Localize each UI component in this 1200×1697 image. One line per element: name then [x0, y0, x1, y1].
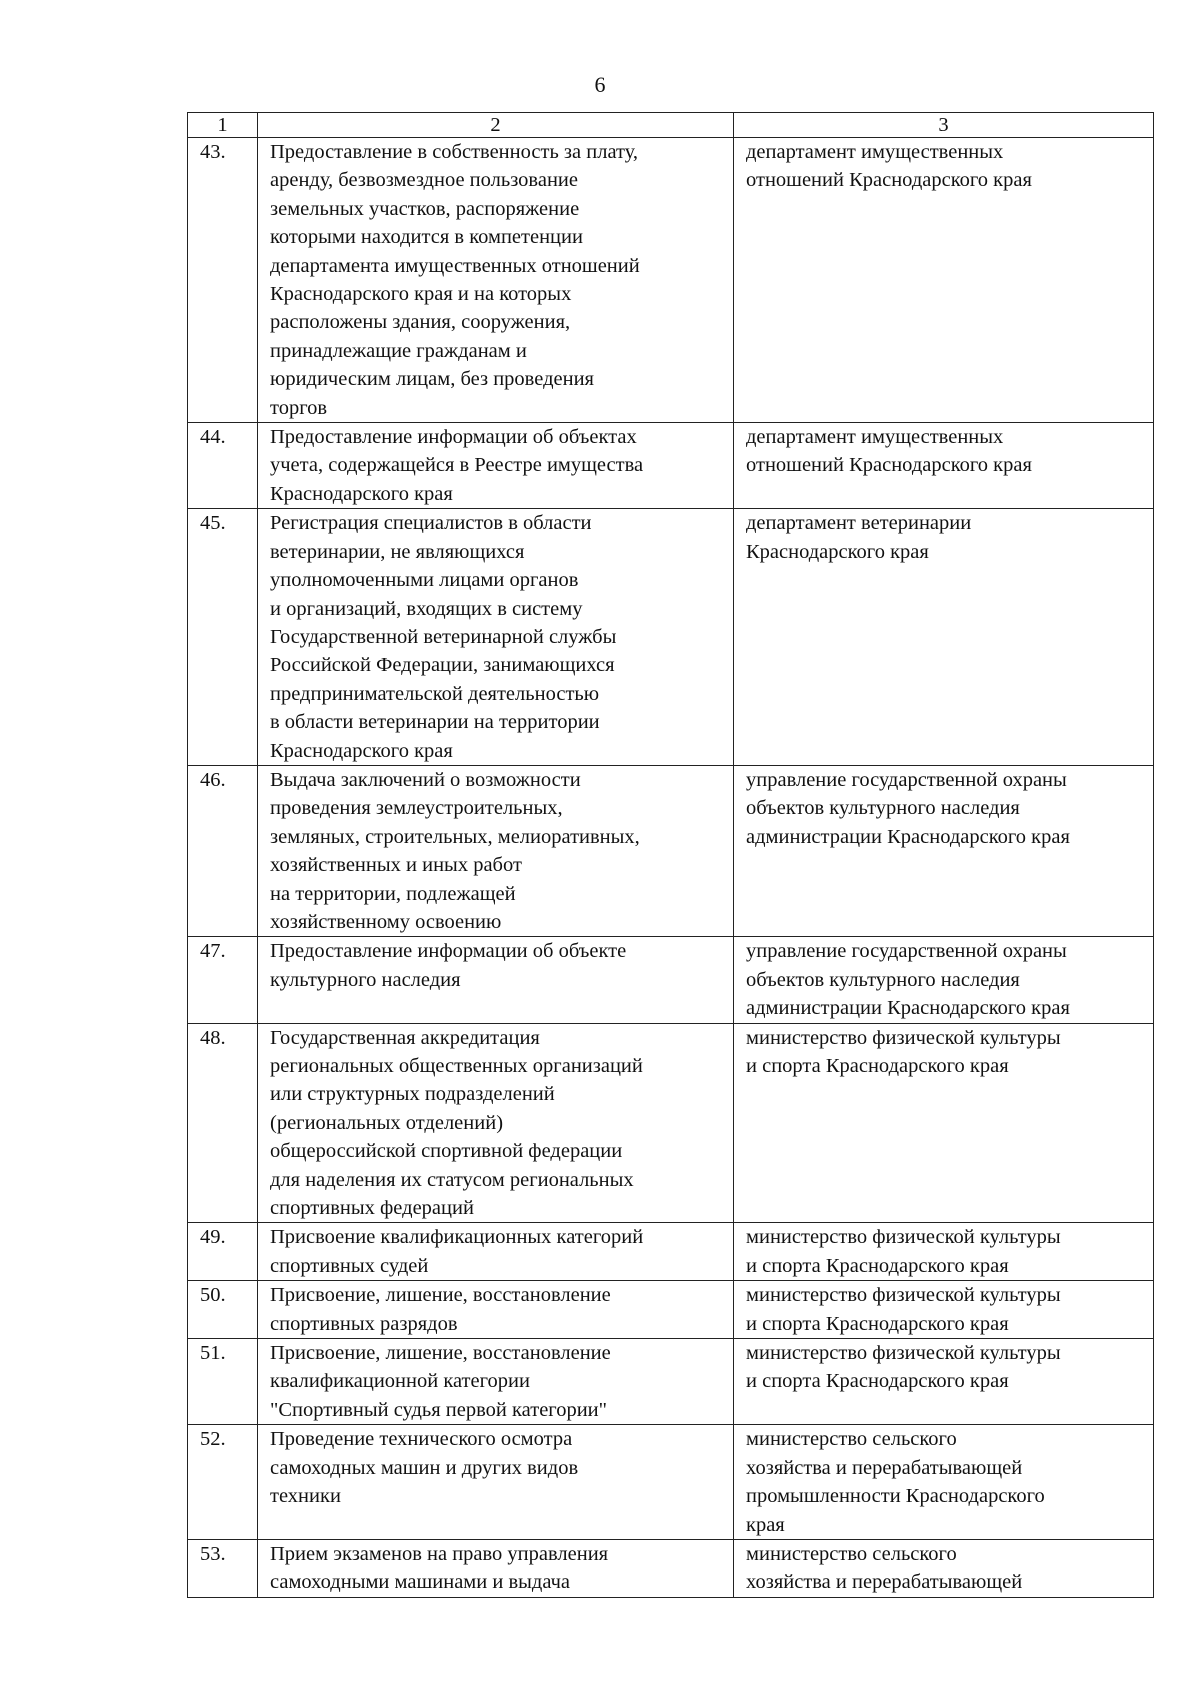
row-number: 43. — [188, 138, 258, 423]
responsible-authority — [734, 509, 1154, 766]
service-text: Присвоение, лишение, восстановление спортивных разрядов — [270, 1284, 611, 1335]
column-header-authority: 3 — [734, 113, 1154, 138]
service-text: Присвоение, лишение, восстановление квалификационной категории "Спортивный судья первой категории" — [270, 1342, 611, 1421]
service-name — [258, 1281, 734, 1339]
service-text: Присвоение квалификационных категорий спортивных судей — [270, 1226, 644, 1277]
service-text: Предоставление информации об объектах учета, содержащейся в Реестре имущества Краснодарского края — [270, 426, 644, 505]
authority-text: министерство физической культуры и спорта Краснодарского края — [746, 1026, 1061, 1077]
authority-text: министерство сельского хозяйства и перерабатывающей промышленности Краснодарского края — [746, 1428, 1045, 1536]
table-row — [188, 509, 1154, 766]
service-text: Проведение технического осмотра самоходных машин и других видов техники — [270, 1428, 579, 1508]
authority-text: департамент имущественных отношений Краснодарского края — [746, 426, 1032, 477]
responsible-authority — [734, 423, 1154, 509]
authority-text: управление государственной охраны объектов культурного наследия администрации Краснодарского края — [746, 940, 1070, 1020]
column-header-service: 2 — [258, 113, 734, 138]
column-header-number: 1 — [188, 113, 258, 138]
responsible-authority — [734, 1223, 1154, 1281]
service-text: Предоставление информации об объекте культурного наследия — [270, 940, 627, 991]
row-number: 49. — [188, 1223, 258, 1281]
service-name — [258, 1023, 734, 1223]
responsible-authority — [734, 1339, 1154, 1425]
row-number: 46. — [188, 765, 258, 936]
table-row — [188, 423, 1154, 509]
authority-text: министерство сельского хозяйства и перерабатывающей — [746, 1542, 1023, 1594]
row-number: 47. — [188, 937, 258, 1023]
service-name — [258, 1425, 734, 1540]
authority-text: министерство физической культуры и спорта Краснодарского края — [746, 1284, 1061, 1335]
authority-text: департамент ветеринарии Краснодарского края — [746, 512, 972, 563]
page-number: 6 — [594, 72, 606, 97]
service-name — [258, 1539, 734, 1597]
authority-text: министерство физической культуры и спорта Краснодарского края — [746, 1342, 1061, 1393]
service-text: Предоставление в собственность за плату, аренду, безвозмездное пользование земельных участков, распоряжение которыми находится в компетенции департамента имущественных отношений Краснодарского края и на которых расположены здания, сооружения, принадлежащие гражданам и юридическим лицам, без проведения торгов — [270, 141, 640, 419]
row-number: 44. — [188, 423, 258, 509]
authority-text: министерство физической культуры и спорта Краснодарского края — [746, 1226, 1061, 1277]
service-text: Выдача заключений о возможности проведения землеустроительных, земляных, строительных, мелиоративных, хозяйственных и иных работ на территории, подлежащей хозяйственному освоению — [270, 768, 640, 933]
responsible-authority — [734, 1425, 1154, 1540]
responsible-authority — [734, 765, 1154, 936]
row-number: 48. — [188, 1023, 258, 1223]
authority-text: департамент имущественных отношений Краснодарского края — [746, 141, 1032, 192]
services-table — [187, 112, 1154, 1598]
table-row — [188, 1281, 1154, 1339]
row-number: 52. — [188, 1425, 258, 1540]
table-row — [188, 937, 1154, 1023]
responsible-authority — [734, 1539, 1154, 1597]
service-text: Прием экзаменов на право управления самоходными машинами и выдача — [270, 1542, 609, 1594]
service-text: Государственная аккредитация региональных общественных организаций или структурных подразделений (региональных отделений) общероссийской спортивной федерации для наделения их статусом региональных спортивных федераций — [270, 1026, 643, 1220]
row-number: 51. — [188, 1339, 258, 1425]
service-name — [258, 937, 734, 1023]
service-text: Регистрация специалистов в области ветеринарии, не являющихся уполномоченными лицами органов и организаций, входящих в систему Государственной ветеринарной службы Российской Федерации, занимающихся предпринимательской деятельностью в области ветеринарии на территории Краснодарского края — [270, 512, 617, 762]
row-number: 53. — [188, 1539, 258, 1597]
authority-text: управление государственной охраны объектов культурного наследия администрации Краснодарского края — [746, 768, 1070, 848]
table-header-row — [188, 113, 1154, 138]
table-row — [188, 138, 1154, 423]
table-row — [188, 1425, 1154, 1540]
table-row — [188, 765, 1154, 936]
service-name — [258, 1339, 734, 1425]
service-name — [258, 765, 734, 936]
table-row — [188, 1539, 1154, 1597]
service-name — [258, 1223, 734, 1281]
table-row — [188, 1223, 1154, 1281]
row-number: 50. — [188, 1281, 258, 1339]
service-name — [258, 138, 734, 423]
responsible-authority — [734, 138, 1154, 423]
row-number: 45. — [188, 509, 258, 766]
service-name — [258, 423, 734, 509]
responsible-authority — [734, 937, 1154, 1023]
responsible-authority — [734, 1023, 1154, 1223]
responsible-authority — [734, 1281, 1154, 1339]
table-row — [188, 1023, 1154, 1223]
table-row — [188, 1339, 1154, 1425]
service-name — [258, 509, 734, 766]
